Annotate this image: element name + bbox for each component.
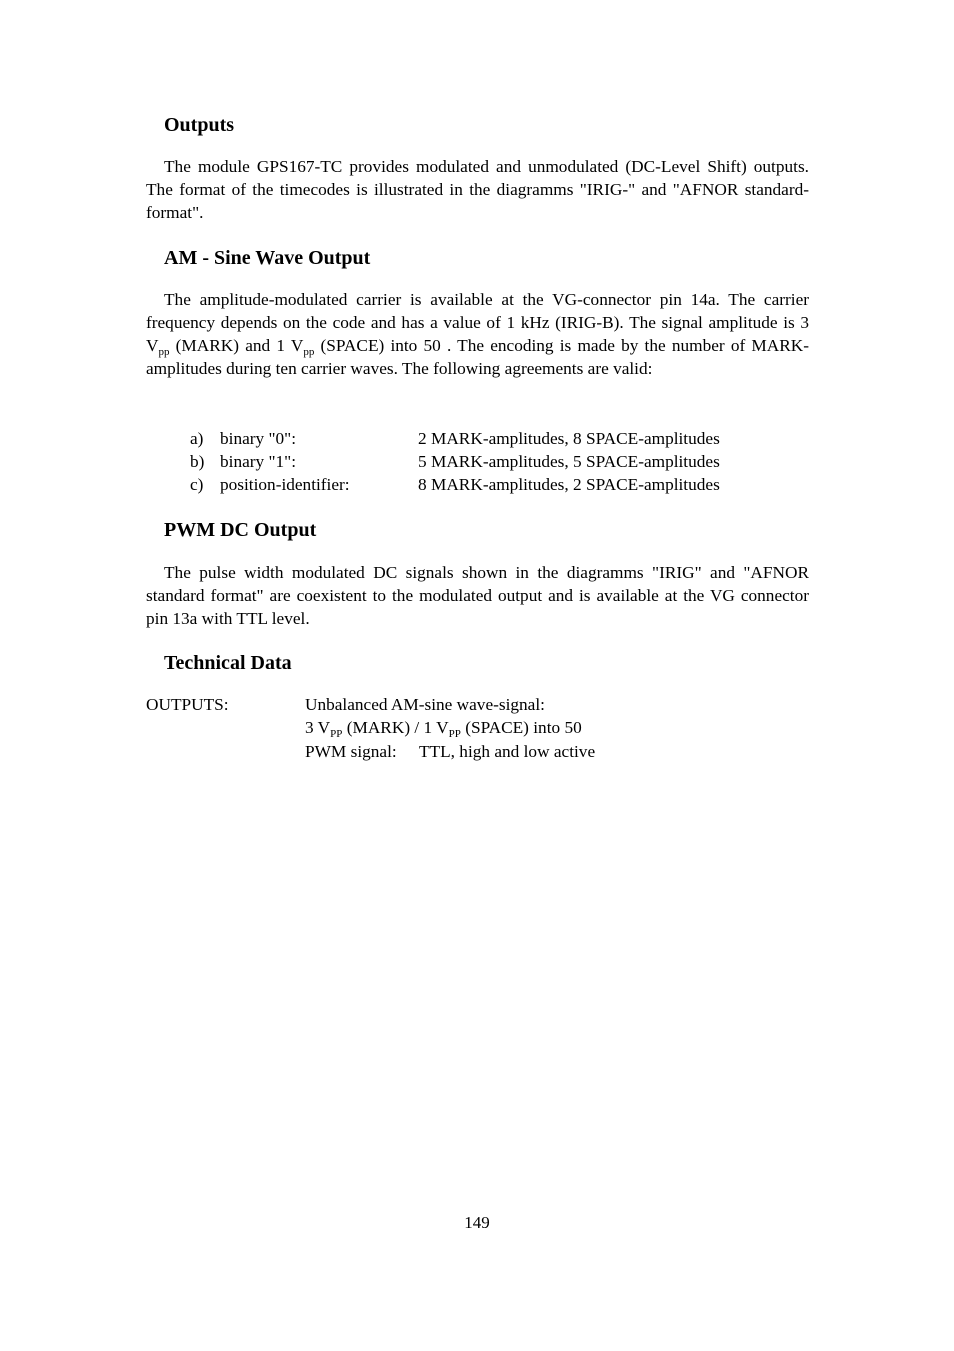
heading-am-sine-wave-output: AM - Sine Wave Output <box>164 247 371 269</box>
list-marker: b) <box>190 452 205 471</box>
heading-outputs: Outputs <box>164 114 235 136</box>
tech-line-2-part2: (MARK) / 1 V <box>342 718 449 737</box>
list-label: binary "1": <box>220 452 297 471</box>
heading-pwm-dc-output: PWM DC Output <box>164 519 317 541</box>
list-label: position-identifier: <box>220 475 350 494</box>
tech-line-3-label: PWM signal: <box>305 742 397 761</box>
tech-line-2 <box>305 716 582 739</box>
list-value: 8 MARK-amplitudes, 2 SPACE-amplitudes <box>418 475 720 494</box>
list-marker: c) <box>190 475 204 494</box>
subscript-pp: pp <box>303 346 315 358</box>
heading-technical-data: Technical Data <box>164 652 292 674</box>
tech-line-2-part1: 3 V <box>305 718 331 737</box>
paragraph-pwm-text: The pulse width modulated DC signals shown in the diagramms "IRIG" and "AFNOR standard format" are coexistent to the modulated output and is available at the VG connector pin 13a with TTL level. <box>146 563 809 628</box>
page-number: 149 <box>464 1213 490 1232</box>
subscript-pp: PP <box>330 728 343 740</box>
am-text-part1: The amplitude-modulated carrier is available at the VG-connector pin 14a. The carrier frequency depends on the code and has a value of 1 kHz (IRIG-B). The signal amplitude is 3 V <box>146 290 809 355</box>
tech-line-3-value: TTL, high and low active <box>419 742 596 761</box>
paragraph-pwm <box>146 561 809 630</box>
list-value: 2 MARK-amplitudes, 8 SPACE-amplitudes <box>418 429 720 448</box>
tech-line-1: Unbalanced AM-sine wave-signal: <box>305 695 545 714</box>
am-text-part3: (SPACE) into 50 . The encoding is made by the number of MARK-amplitudes during ten carrier waves. The following agreements are valid: <box>146 336 810 378</box>
list-marker: a) <box>190 429 204 448</box>
subscript-pp: PP <box>448 728 461 740</box>
list-value: 5 MARK-amplitudes, 5 SPACE-amplitudes <box>418 452 720 471</box>
tech-line-2-part3: (SPACE) into 50 <box>460 718 582 737</box>
paragraph-outputs-text: The module GPS167-TC provides modulated and unmodulated (DC-Level Shift) outputs. The format of the timecodes is illustrated in the diagramms "IRIG-" and "AFNOR standard-format". <box>146 157 809 222</box>
tech-label-outputs: OUTPUTS: <box>146 695 229 714</box>
subscript-pp: pp <box>158 346 170 358</box>
am-text-part2: (MARK) and 1 V <box>169 336 304 355</box>
list-label: binary "0": <box>220 429 297 448</box>
paragraph-outputs <box>146 155 809 224</box>
paragraph-am <box>146 288 809 380</box>
